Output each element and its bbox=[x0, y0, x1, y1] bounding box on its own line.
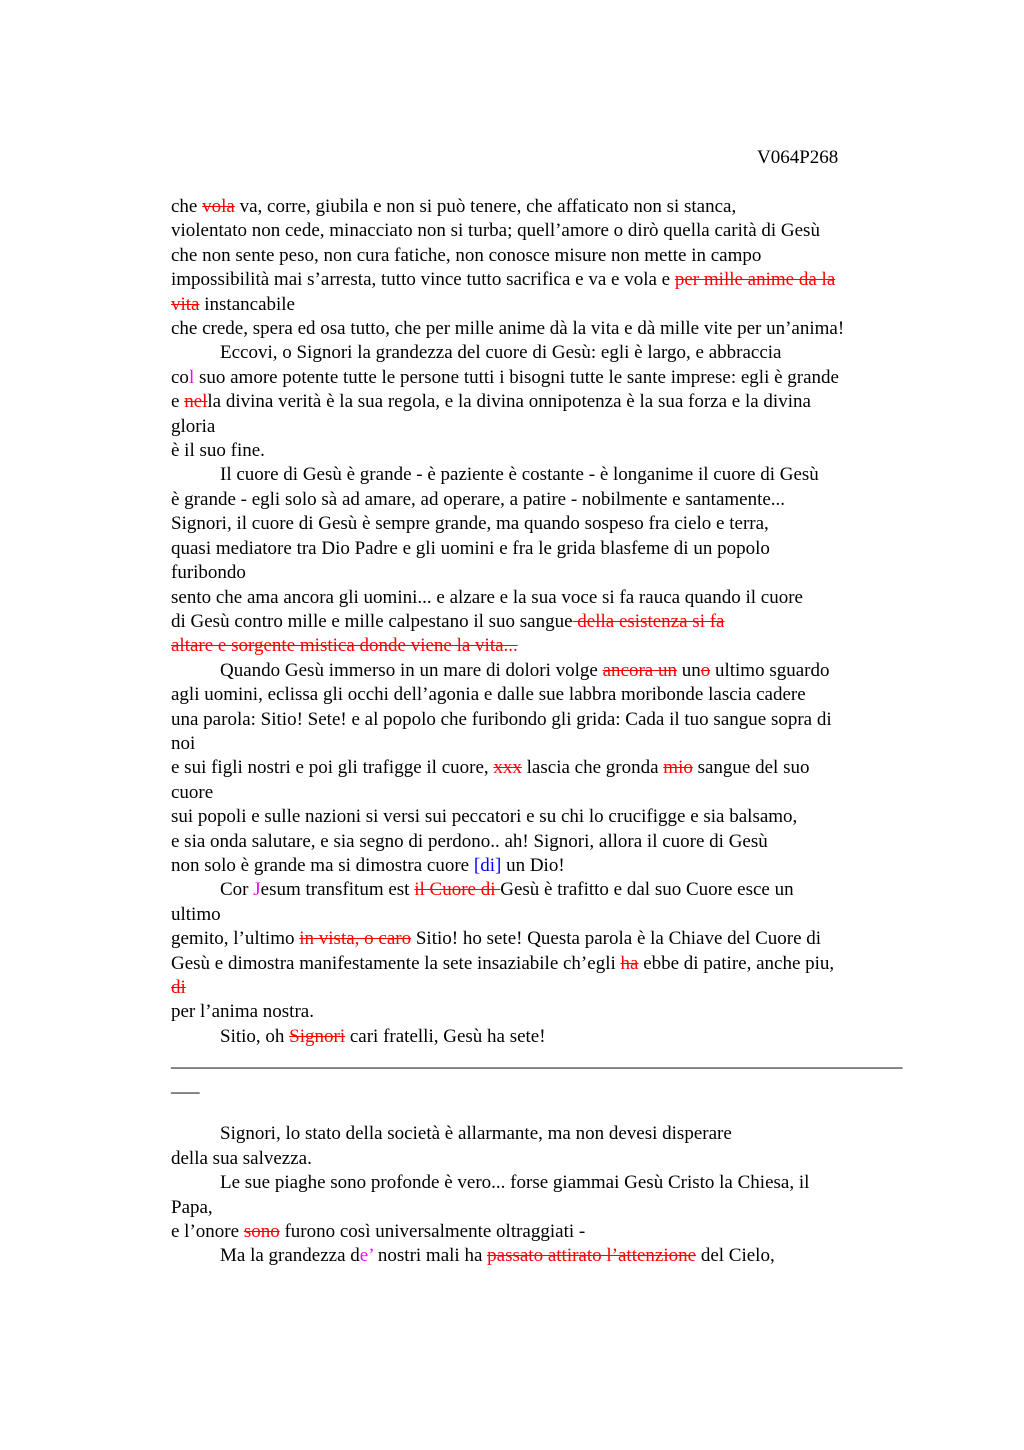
text-span: cuore bbox=[171, 781, 214, 803]
text-line bbox=[171, 488, 911, 512]
text-line bbox=[171, 1049, 911, 1073]
text-line bbox=[171, 805, 911, 829]
text-span: che crede, spera ed osa tutto, che per mille anime dà la vita e dà mille vite per un’anima! bbox=[171, 318, 845, 340]
text-line bbox=[171, 732, 911, 756]
text-span: Signori, il cuore di Gesù è sempre grande, ma quando sospeso fra cielo e terra, bbox=[171, 513, 769, 535]
text-span: per l’anima nostra. bbox=[171, 1001, 314, 1023]
text-span: instancabile bbox=[199, 293, 295, 315]
struck-text: ha bbox=[620, 952, 639, 974]
text-span: violentato non cede, minacciato non si turba; quell’amore o dirò quella carità di Gesù bbox=[171, 220, 820, 242]
text-line bbox=[171, 659, 911, 683]
struck-text: il Cuore di bbox=[414, 879, 501, 901]
text-span: un Dio! bbox=[501, 854, 565, 876]
text-span: è grande - egli solo sà ad amare, ad operare, a patire - nobilmente e santamente... bbox=[171, 488, 786, 510]
text-span: quasi mediatore tra Dio Padre e gli uomini e fra le grida blasfeme di un popolo bbox=[171, 537, 770, 559]
struck-text: passato attirato l’attenzione bbox=[487, 1245, 697, 1267]
text-span: un bbox=[676, 659, 701, 681]
text-span: Sitio! ho sete! Questa parola è la Chiave del Cuore di bbox=[411, 928, 822, 950]
text-line bbox=[171, 341, 911, 365]
manuscript-text bbox=[171, 195, 911, 1269]
text-span: del Cielo, bbox=[696, 1245, 775, 1267]
text-span: Cor bbox=[220, 879, 254, 901]
struck-text: nel bbox=[184, 391, 208, 413]
text-span: e l’onore bbox=[171, 1221, 244, 1243]
text-span: Quando Gesù immerso in un mare di dolori volge bbox=[220, 659, 603, 681]
text-span: e bbox=[171, 391, 185, 413]
text-line bbox=[171, 952, 911, 976]
text-span: suo amore potente tutte le persone tutti i bisogni tutte le sante imprese: egli è grande bbox=[194, 366, 839, 388]
text-line bbox=[171, 1196, 911, 1220]
text-span: sento che ama ancora gli uomini... e alzare e la sua voce si fa rauca quando il cuore bbox=[171, 586, 803, 608]
text-line bbox=[171, 903, 911, 927]
text-span: va, corre, giubila e non si può tenere, che affaticato non si stanca, bbox=[234, 196, 737, 217]
text-span: agli uomini, eclissa gli occhi dell’agonia e dalle sue labbra moribonde lascia cadere bbox=[171, 684, 806, 706]
inserted-text: di bbox=[480, 854, 495, 876]
text-span: ebbe di patire, anche piu, bbox=[638, 952, 835, 974]
text-span: che bbox=[171, 196, 203, 217]
text-line bbox=[171, 854, 911, 878]
text-line bbox=[171, 195, 911, 219]
text-line bbox=[171, 1122, 911, 1146]
text-line bbox=[171, 610, 911, 634]
text-span: Ma la grandezza d bbox=[220, 1245, 360, 1267]
text-line bbox=[171, 1147, 911, 1171]
text-span: Gesù e dimostra manifestamente la sete insaziabile ch’egli bbox=[171, 952, 621, 974]
struck-text: vola bbox=[202, 196, 235, 217]
text-line bbox=[171, 244, 911, 268]
text-line bbox=[171, 1000, 911, 1024]
text-line bbox=[171, 1171, 911, 1195]
text-span: gemito, l’ultimo bbox=[171, 928, 300, 950]
text-span: Le sue piaghe sono profonde è vero... forse giammai Gesù Cristo la Chiesa, il bbox=[220, 1172, 810, 1194]
text-line bbox=[171, 512, 911, 536]
text-line bbox=[171, 708, 911, 732]
text-line bbox=[171, 366, 911, 390]
struck-text: di bbox=[171, 977, 186, 998]
text-line bbox=[171, 1074, 911, 1098]
text-line bbox=[171, 683, 911, 707]
text-span: Sitio, oh bbox=[220, 1025, 290, 1047]
struck-text: xxx bbox=[493, 757, 522, 779]
text-line bbox=[171, 537, 911, 561]
text-line bbox=[171, 634, 911, 658]
text-span: la divina verità è la sua regola, e la divina onnipotenza è la sua forza e la divina bbox=[207, 391, 811, 413]
text-line bbox=[171, 293, 911, 317]
text-span: Gesù è trafitto e dal suo Cuore esce un bbox=[500, 879, 794, 901]
struck-text: in vista, o caro bbox=[299, 928, 412, 950]
text-span: ultimo sguardo bbox=[710, 659, 830, 681]
text-span: furono così universalmente oltraggiati - bbox=[279, 1221, 586, 1243]
text-span: ultimo bbox=[171, 903, 221, 925]
text-span: lascia che gronda bbox=[521, 757, 664, 779]
text-span: una parola: Sitio! Sete! e al popolo che furibondo gli grida: Cada il tuo sangue sopra di bbox=[171, 708, 832, 730]
text-span: sui popoli e sulle nazioni si versi sui peccatori e su chi lo crucifigge e sia balsamo, bbox=[171, 806, 798, 828]
text-line bbox=[171, 976, 911, 1000]
struck-text: o bbox=[700, 659, 711, 681]
text-line bbox=[171, 317, 911, 341]
text-line bbox=[171, 586, 911, 610]
text-line bbox=[171, 878, 911, 902]
text-span: nostri mali ha bbox=[373, 1245, 488, 1267]
text-span: Papa, bbox=[171, 1196, 213, 1218]
text-span: _____________________________________________________________________________ bbox=[171, 1050, 903, 1072]
text-span: sangue del suo bbox=[692, 757, 810, 779]
text-span: e sia onda salutare, e sia segno di perdono.. ah! Signori, allora il cuore di Gesù bbox=[171, 830, 768, 852]
text-line bbox=[171, 268, 911, 292]
text-span: ___ bbox=[171, 1074, 200, 1096]
text-line bbox=[171, 1025, 911, 1049]
struck-text: vita bbox=[171, 293, 200, 315]
text-span: Eccovi, o Signori la grandezza del cuore di Gesù: egli è largo, e abbraccia bbox=[220, 342, 782, 364]
text-line bbox=[171, 1244, 911, 1268]
text-line bbox=[171, 1220, 911, 1244]
text-span: di Gesù contro mille e mille calpestano il suo sangue bbox=[171, 610, 573, 632]
text-line bbox=[171, 463, 911, 487]
struck-text: mio bbox=[663, 757, 693, 779]
text-span: Il cuore di Gesù è grande - è paziente è costante - è longanime il cuore di Gesù bbox=[220, 464, 819, 486]
struck-text: sono bbox=[243, 1221, 280, 1243]
text-span: furibondo bbox=[171, 562, 246, 584]
struck-text: della esistenza si fa bbox=[572, 610, 725, 632]
text-span: è il suo fine. bbox=[171, 440, 265, 462]
inserted-text: l bbox=[188, 366, 195, 388]
text-span: esum transfitum est bbox=[260, 879, 415, 901]
text-line bbox=[171, 439, 911, 463]
inserted-text: J bbox=[253, 879, 261, 901]
text-span: e sui figli nostri e poi gli trafigge il cuore, bbox=[171, 757, 494, 779]
struck-text: ancora un bbox=[602, 659, 677, 681]
struck-text: per mille anime da la bbox=[674, 269, 836, 291]
text-line bbox=[171, 390, 911, 414]
text-span: cari fratelli, Gesù ha sete! bbox=[345, 1025, 546, 1047]
text-span: co bbox=[171, 366, 189, 388]
text-span: della sua salvezza. bbox=[171, 1147, 312, 1169]
text-span: noi bbox=[171, 732, 196, 754]
page-code: V064P268 bbox=[757, 147, 839, 168]
text-line bbox=[171, 830, 911, 854]
text-line bbox=[171, 1098, 911, 1122]
text-line bbox=[171, 561, 911, 585]
text-span: gloria bbox=[171, 415, 216, 437]
inserted-text: ] bbox=[494, 854, 502, 876]
text-span: impossibilità mai s’arresta, tutto vince tutto sacrifica e va e vola e bbox=[171, 269, 675, 291]
text-line bbox=[171, 756, 911, 780]
text-line bbox=[171, 927, 911, 951]
text-span: che non sente peso, non cura fatiche, non conosce misure non mette in campo bbox=[171, 244, 762, 266]
text-line bbox=[171, 415, 911, 439]
text-line bbox=[171, 781, 911, 805]
inserted-text: [ bbox=[473, 854, 481, 876]
text-span: non solo è grande ma si dimostra cuore bbox=[171, 854, 474, 876]
text-span: Signori, lo stato della società è allarmante, ma non devesi disperare bbox=[220, 1123, 732, 1145]
inserted-text: e’ bbox=[359, 1245, 374, 1267]
struck-text: altare e sorgente mistica donde viene la vita... bbox=[171, 635, 518, 657]
text-line bbox=[171, 219, 911, 243]
struck-text: Signori bbox=[289, 1025, 346, 1047]
